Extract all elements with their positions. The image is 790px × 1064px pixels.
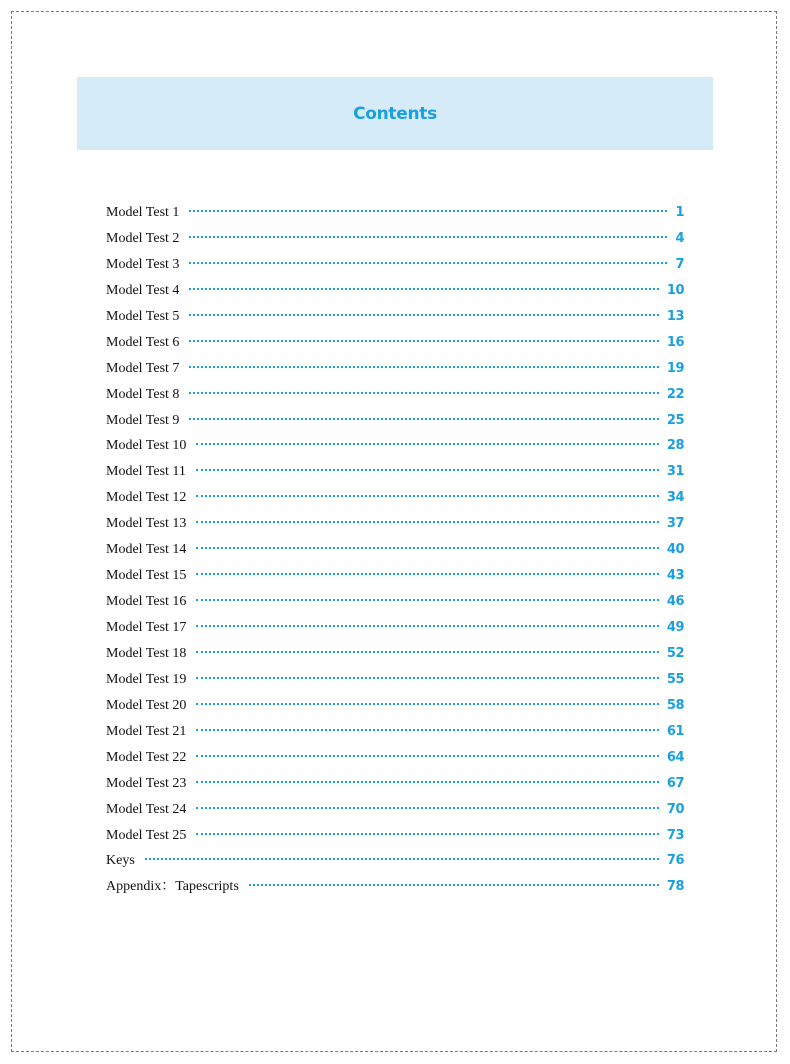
toc-entry[interactable]: [106, 589, 684, 615]
toc-entry-page-number: 7: [675, 256, 684, 272]
dot-leader: [189, 288, 658, 290]
toc-entry[interactable]: [106, 874, 684, 900]
dot-leader: [196, 677, 658, 679]
dot-leader: [189, 418, 658, 420]
toc-entry-label: Model Test 9: [106, 412, 180, 428]
toc-entry-page-number: 34: [666, 490, 684, 506]
dot-leader: [189, 392, 658, 394]
toc-entry-page-number: 46: [666, 594, 684, 610]
toc-entry-page-number: 58: [666, 697, 684, 713]
dot-leader: [196, 729, 658, 731]
dot-leader: [189, 210, 667, 212]
toc-entry[interactable]: [106, 382, 684, 408]
toc-entry[interactable]: [106, 563, 684, 589]
dot-leader: [189, 314, 658, 316]
toc-entry-label: Model Test 10: [106, 438, 187, 454]
toc-entry-label: Model Test 25: [106, 827, 187, 843]
toc-entry-page-number: 40: [666, 542, 684, 558]
dot-leader: [249, 884, 659, 886]
toc-entry-page-number: 70: [666, 801, 684, 817]
toc-entry-label: Model Test 12: [106, 490, 187, 506]
toc-entry[interactable]: [106, 408, 684, 434]
toc-entry[interactable]: [106, 719, 684, 745]
dot-leader: [196, 495, 658, 497]
toc-entry-page-number: 43: [666, 568, 684, 584]
toc-entry-page-number: 49: [666, 620, 684, 635]
toc-entry-label: Model Test 19: [106, 671, 187, 687]
toc-entry-page-number: 28: [666, 438, 684, 454]
dot-leader: [189, 262, 667, 264]
dot-leader: [196, 755, 658, 757]
toc-entry-label: Model Test 21: [106, 723, 187, 739]
toc-entry[interactable]: [106, 252, 684, 278]
toc-entry[interactable]: [106, 771, 684, 797]
toc-entry-label: Model Test 22: [106, 749, 187, 765]
table-of-contents: [106, 200, 684, 900]
dot-leader: [196, 807, 658, 809]
toc-entry-label: Keys: [106, 853, 135, 869]
toc-entry[interactable]: [106, 745, 684, 771]
toc-entry-page-number: 73: [666, 827, 684, 843]
toc-entry[interactable]: [106, 459, 684, 485]
toc-entry-label: Model Test 16: [106, 594, 187, 610]
toc-entry-label: Model Test 1: [106, 205, 180, 220]
toc-entry-label: Model Test 8: [106, 386, 180, 402]
toc-entry-page-number: 67: [666, 775, 684, 791]
toc-entry-label: Model Test 17: [106, 620, 187, 635]
page-title: Contents: [353, 103, 437, 124]
toc-entry-label: Model Test 23: [106, 775, 187, 791]
toc-entry-page-number: 55: [666, 671, 684, 687]
title-band: [77, 77, 713, 150]
dot-leader: [196, 573, 658, 575]
toc-entry[interactable]: [106, 797, 684, 823]
dot-leader: [196, 833, 658, 835]
toc-entry[interactable]: [106, 537, 684, 563]
toc-entry[interactable]: [106, 433, 684, 459]
toc-entry[interactable]: [106, 615, 684, 641]
toc-entry-page-number: 22: [666, 386, 684, 402]
toc-entry[interactable]: [106, 823, 684, 849]
dot-leader: [196, 625, 658, 627]
toc-entry[interactable]: [106, 693, 684, 719]
toc-entry-label: Model Test 13: [106, 516, 187, 532]
toc-entry-page-number: 52: [666, 645, 684, 661]
dot-leader: [196, 469, 659, 471]
toc-entry-page-number: 64: [666, 749, 684, 765]
dot-leader: [145, 858, 659, 860]
dot-leader: [196, 599, 658, 601]
dot-leader: [189, 236, 667, 238]
toc-entry-page-number: 4: [675, 230, 684, 246]
toc-entry-page-number: 13: [666, 308, 684, 324]
toc-entry-label: Appendix：Tapescripts: [106, 879, 239, 895]
toc-entry-page-number: 37: [666, 516, 684, 532]
toc-entry-label: Model Test 5: [106, 308, 180, 324]
toc-entry[interactable]: [106, 278, 684, 304]
toc-entry-page-number: 19: [666, 360, 684, 376]
toc-entry[interactable]: [106, 200, 684, 226]
toc-entry-label: Model Test 18: [106, 645, 187, 661]
toc-entry-page-number: 31: [666, 464, 684, 480]
toc-entry[interactable]: [106, 485, 684, 511]
toc-entry-page-number: 76: [666, 853, 684, 869]
toc-entry-label: Model Test 4: [106, 282, 180, 298]
toc-entry-page-number: 61: [666, 723, 684, 739]
toc-entry[interactable]: [106, 356, 684, 382]
toc-entry-label: Model Test 3: [106, 256, 180, 272]
toc-entry-page-number: 10: [666, 282, 684, 298]
toc-entry-label: Model Test 15: [106, 568, 187, 584]
toc-entry-page-number: 25: [666, 412, 684, 428]
dot-leader: [196, 443, 658, 445]
toc-entry[interactable]: [106, 511, 684, 537]
dot-leader: [189, 366, 658, 368]
toc-entry[interactable]: [106, 330, 684, 356]
dot-leader: [196, 547, 658, 549]
toc-entry-label: Model Test 6: [106, 334, 180, 350]
dot-leader: [196, 651, 658, 653]
toc-entry[interactable]: [106, 226, 684, 252]
dot-leader: [189, 340, 658, 342]
toc-entry-page-number: 16: [666, 334, 684, 350]
toc-entry[interactable]: [106, 667, 684, 693]
toc-entry-label: Model Test 11: [106, 464, 186, 480]
toc-entry-label: Model Test 7: [106, 360, 180, 376]
toc-entry[interactable]: [106, 641, 684, 667]
toc-entry-label: Model Test 20: [106, 697, 187, 713]
dot-leader: [196, 521, 658, 523]
dot-leader: [196, 703, 658, 705]
toc-entry[interactable]: [106, 848, 684, 874]
toc-entry-page-number: 1: [675, 205, 684, 220]
toc-entry[interactable]: [106, 304, 684, 330]
toc-entry-label: Model Test 2: [106, 230, 180, 246]
toc-entry-page-number: 78: [666, 879, 684, 895]
dot-leader: [196, 781, 658, 783]
toc-entry-label: Model Test 24: [106, 801, 187, 817]
toc-entry-label: Model Test 14: [106, 542, 187, 558]
